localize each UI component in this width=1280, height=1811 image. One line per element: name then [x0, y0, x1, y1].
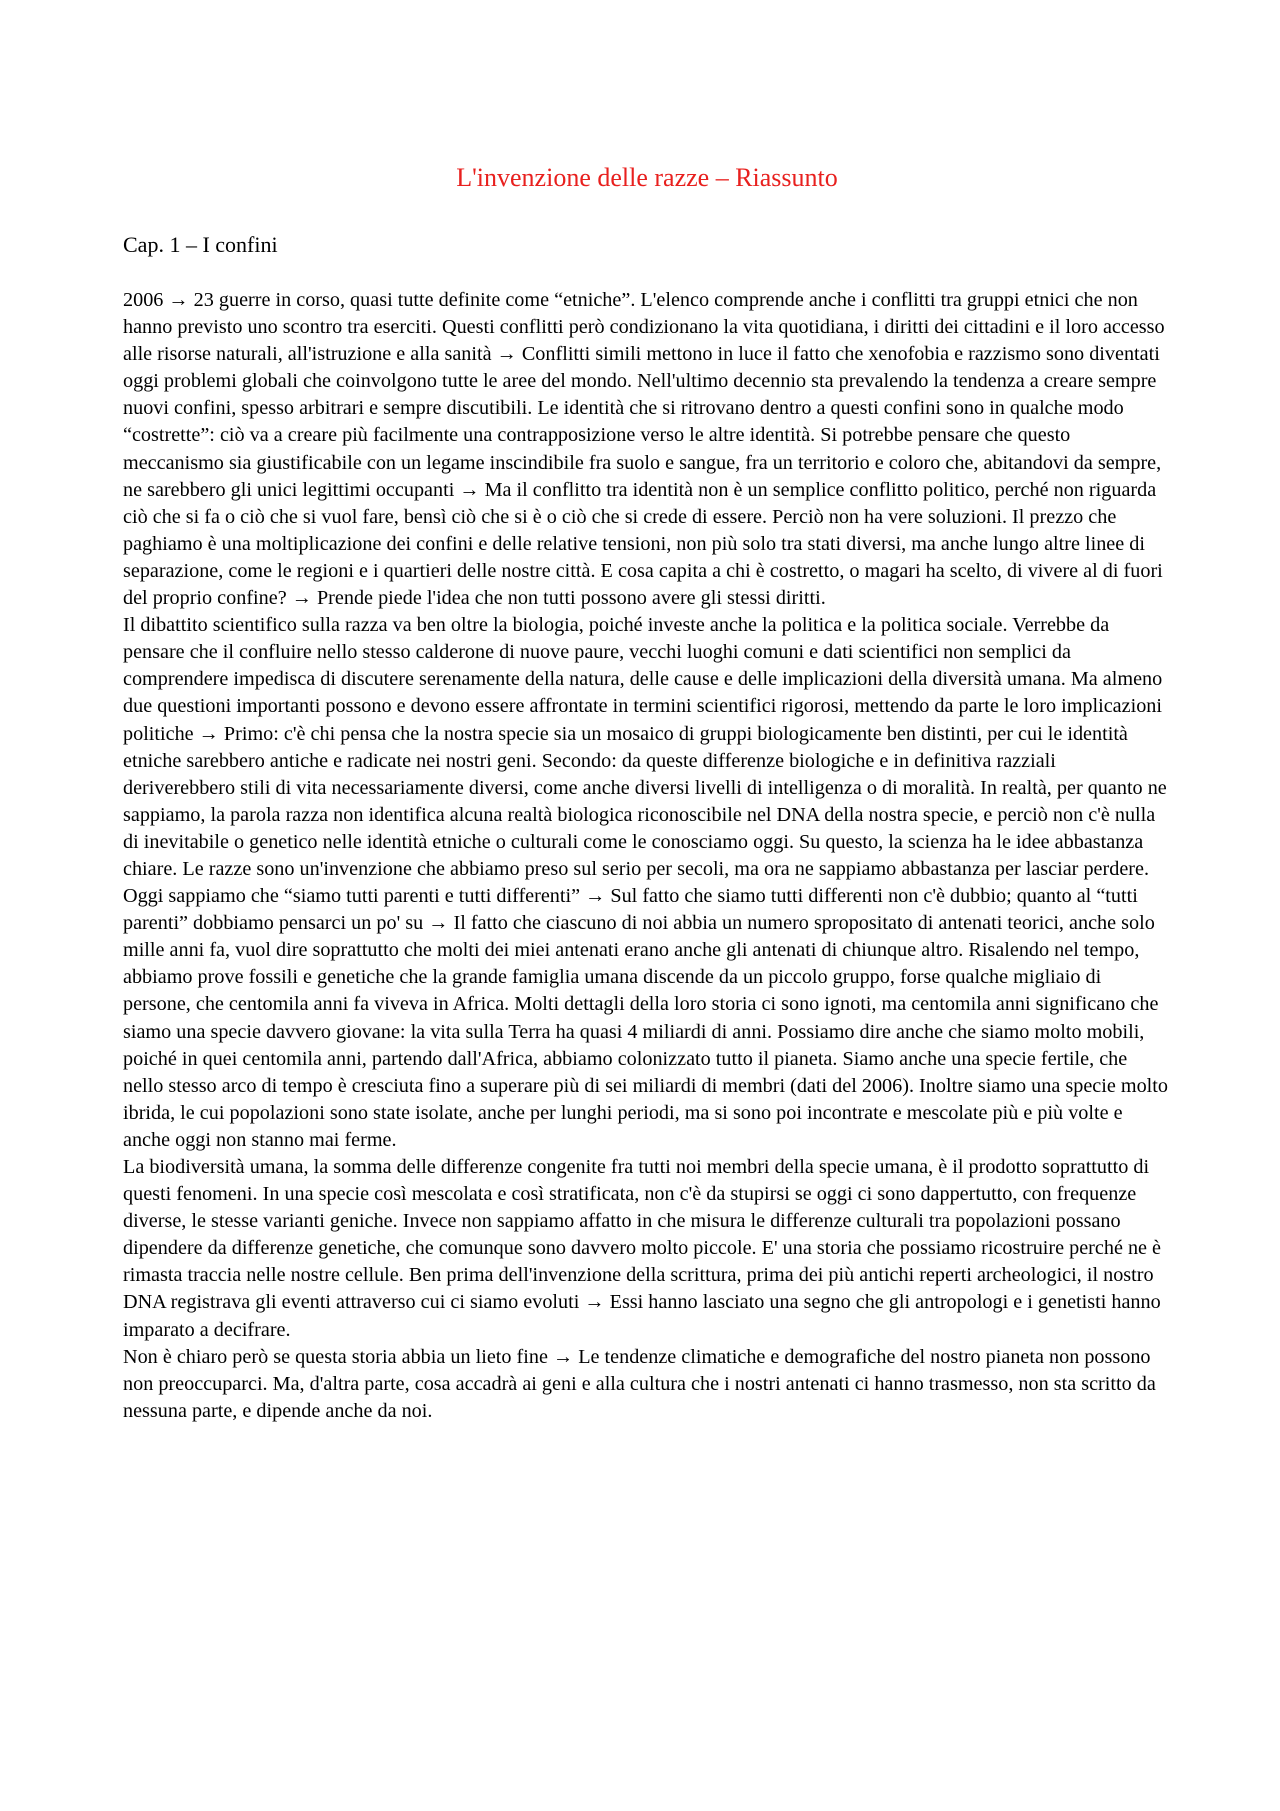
paragraph: Il dibattito scientifico sulla razza va ben oltre la biologia, poiché investe anche la politica e la politica sociale. Verrebbe da pensare che il confluire nello stesso calderone di nuove paure, vecchi luoghi comuni e dati scientifici non semplici da comprendere impedisca di discutere serenamente della natura, delle cause e delle implicazioni della diversità umana. Ma almeno due questioni importanti possono e devono essere affrontate in termini scientifici rigorosi, mettendo da parte le loro implicazioni politiche → Primo: c'è chi pensa che la nostra specie sia un mosaico di gruppi biologicamente ben distinti, per cui le identità etniche sarebbero antiche e radicate nei nostri geni. Secondo: da queste differenze biologiche e in definitiva razziali deriverebbero stili di vita necessariamente diversi, come anche diversi livelli di intelligenza o di moralità. In realtà, per quanto ne sappiamo, la parola razza non identifica alcuna realtà biologica riconoscibile nel DNA della nostra specie, e perciò non c'è nulla di inevitabile o genetico nelle identità etniche o culturali come le conosciamo oggi. Su questo, la scienza ha le idee abbastanza chiare. Le razze sono un'invenzione che abbiamo preso sul serio per secoli, ma ora ne sappiamo abbastanza per lasciar perdere. Oggi sappiamo che “siamo tutti parenti e tutti differenti” → Sul fatto che siamo tutti differenti non c'è dubbio; quanto al “tutti parenti” dobbiamo pensarci un po' su → Il fatto che ciascuno di noi abbia un numero spropositato di antenati teorici, anche solo mille anni fa, vuol dire soprattutto che molti dei miei antenati erano anche gli antenati di chiunque altro. Risalendo nel tempo, abbiamo prove fossili e genetiche che la grande famiglia umana discende da un piccolo gruppo, forse qualche migliaio di persone, che centomila anni fa viveva in Africa. Molti dettagli della loro storia ci sono ignoti, ma centomila anni significano che siamo una specie davvero giovane: la vita sulla Terra ha quasi 4 miliardi di anni. Possiamo dire anche che siamo molto mobili, poiché in quei centomila anni, partendo dall'Africa, abbiamo colonizzato tutto il pianeta. Siamo anche una specie fertile, che nello stesso arco di tempo è cresciuta fino a superare più di sei miliardi di membri (dati del 2006). Inoltre siamo una specie molto ibrida, le cui popolazioni sono state isolate, anche per lunghi periodi, ma si sono poi incontrate e mescolate più e più volte e anche oggi non stanno mai ferme. — [123, 614, 1168, 1151]
document-body — [123, 287, 1171, 1425]
paragraph: Non è chiaro però se questa storia abbia un lieto fine → Le tendenze climatiche e demografiche del nostro pianeta non possono non preoccuparci. Ma, d'altra parte, cosa accadrà ai geni e alla cultura che i nostri antenati ci hanno trasmesso, non sta scritto da nessuna parte, e dipende anche da noi. — [123, 1345, 1156, 1422]
paragraph: 2006 → 23 guerre in corso, quasi tutte definite come “etniche”. L'elenco comprende anche i conflitti tra gruppi etnici che non hanno previsto uno scontro tra eserciti. Questi conflitti però condizionano la vita quotidiana, i diritti dei cittadini e il loro accesso alle risorse naturali, all'istruzione e alla sanità → Conflitti simili mettono in luce il fatto che xenofobia e razzismo sono diventati oggi problemi globali che coinvolgono tutte le aree del mondo. Nell'ultimo decennio sta prevalendo la tendenza a creare sempre nuovi confini, spesso arbitrari e sempre discutibili. Le identità che si ritrovano dentro a questi confini sono in qualche modo “costrette”: ciò va a creare più facilmente una contrapposizione verso le altre identità. Si potrebbe pensare che questo meccanismo sia giustificabile con un legame inscindibile fra suolo e sangue, fra un territorio e coloro che, abitandovi da sempre, ne sarebbero gli unici legittimi occupanti → Ma il conflitto tra identità non è un semplice conflitto politico, perché non riguarda ciò che si fa o ciò che si vuol fare, bensì ciò che si è o ciò che si crede di essere. Perciò non ha vere soluzioni. Il prezzo che paghiamo è una moltiplicazione dei confini e delle relative tensioni, non più solo tra stati diversi, ma anche lungo altre linee di separazione, come le regioni e i quartieri delle nostre città. E cosa capita a chi è costretto, o magari ha scelto, di vivere al di fuori del proprio confine? → Prende piede l'idea che non tutti possono avere gli stessi diritti. — [123, 289, 1165, 610]
document-title: L'invenzione delle razze – Riassunto — [456, 163, 838, 192]
chapter-heading: Cap. 1 – I confini — [123, 232, 278, 257]
paragraph: La biodiversità umana, la somma delle differenze congenite fra tutti noi membri della specie umana, è il prodotto soprattutto di questi fenomeni. In una specie così mescolata e così stratificata, non c'è da stupirsi se oggi ci sono dappertutto, con frequenze diverse, le stesse varianti geniche. Invece non sappiamo affatto in che misura le differenze culturali tra popolazioni possano dipendere da differenze genetiche, che comunque sono davvero molto piccole. E' una storia che possiamo ricostruire perché ne è rimasta traccia nelle nostre cellule. Ben prima dell'invenzione della scrittura, prima dei più antichi reperti archeologici, il nostro DNA registrava gli eventi attraverso cui ci siamo evoluti → Essi hanno lasciato una segno che gli antropologi e i genetisti hanno imparato a decifrare. — [123, 1156, 1162, 1341]
